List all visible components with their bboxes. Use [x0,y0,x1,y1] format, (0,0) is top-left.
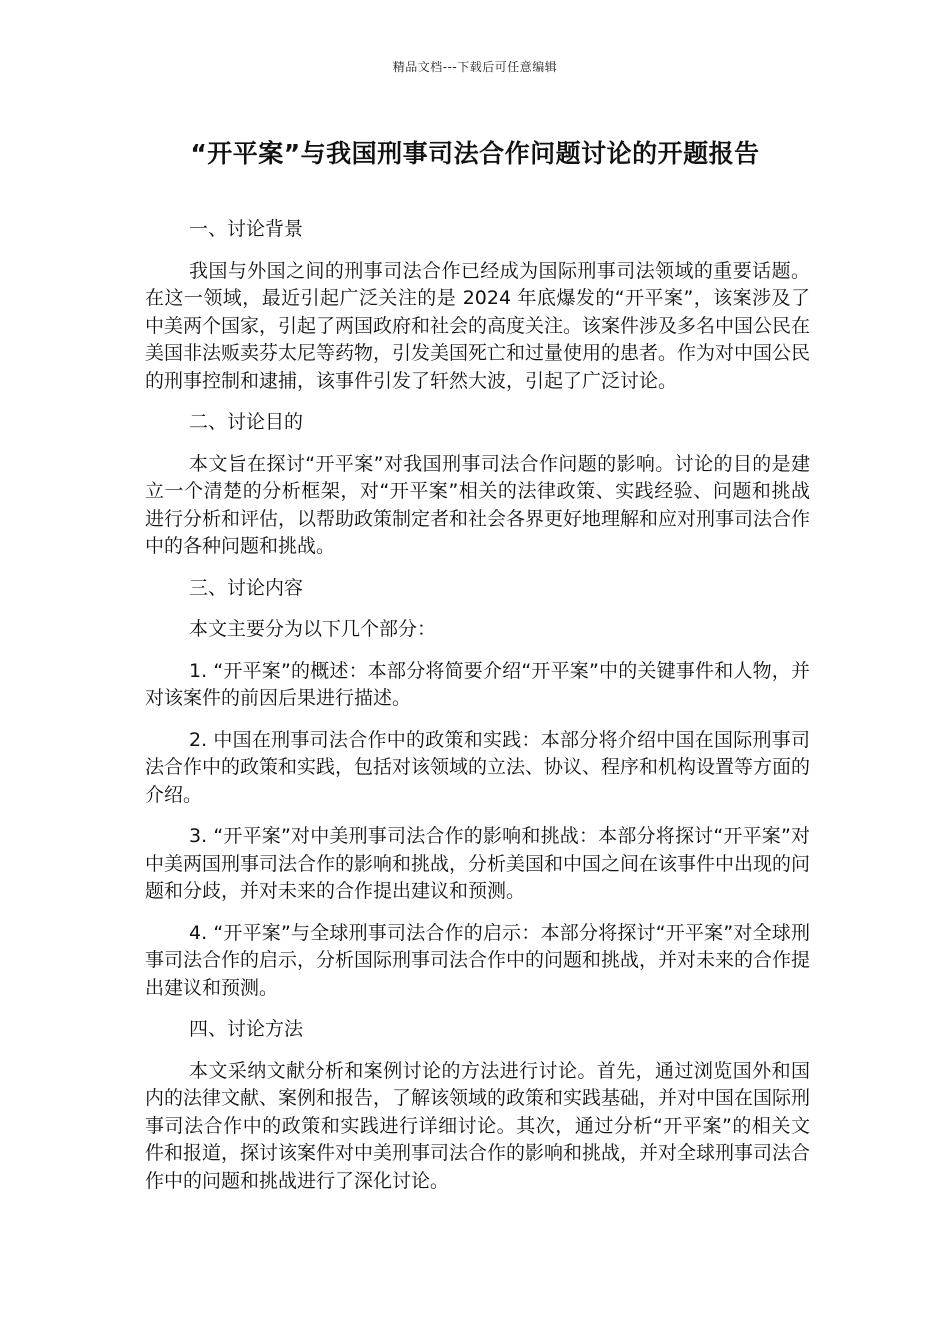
header-note: 精品文档---下载后可任意编辑 [392,60,558,74]
section-heading: 一、讨论背景 [189,218,304,240]
document-title: “开平案”与我国刑事司法合作问题讨论的开题报告 [190,139,760,168]
list-item: 2. 中国在刑事司法合作中的政策和实践：本部分将介绍中国在国际刑事司法合作中的政策和实践，包括对该领域的立法、协议、程序和机构设置等方面的介绍。 [145,728,811,806]
list-item: 1. “开平案”的概述：本部分将简要介绍“开平案”中的关键事件和人物，并对该案件的前因后果进行描述。 [145,659,810,709]
paragraph: 我国与外国之间的刑事司法合作已经成为国际刑事司法领域的重要话题。在这一领域，最近引起广泛关注的是 2024 年底爆发的“开平案”，该案涉及了中美两个国家，引起了两国政府和社会的高度关注。该案件涉及多名中国公民在美国非法贩卖芬太尼等药物，引发美国死亡和过量使用的患者。作为对中国公民的刑事控制和逮捕，该事件引发了轩然大波，引起了广泛讨论。 [145,259,811,392]
list-item: 3. “开平案”对中美刑事司法合作的影响和挑战：本部分将探讨“开平案”对中美两国刑事司法合作的影响和挑战，分析美国和中国之间在该事件中出现的问题和分歧，并对未来的合作提出建议和预测。 [145,825,811,902]
document-body [145,216,810,1209]
paragraph: 本文采纳文献分析和案例讨论的方法进行讨论。首先，通过浏览国外和国内的法律文献、案例和报告，了解该领域的政策和实践基础，并对中国在国际刑事司法合作中的政策和实践进行详细讨论。其次，通过分析“开平案”的相关文件和报道，探讨该案件对中美刑事司法合作的影响和挑战，并对全球刑事司法合作中的问题和挑战进行了深化讨论。 [145,1059,811,1192]
paragraph: 本文旨在探讨“开平案”对我国刑事司法合作问题的影响。讨论的目的是建立一个清楚的分析框架，对“开平案”相关的法律政策、实践经验、问题和挑战进行分析和评估，以帮助政策制定者和社会各界更好地理解和应对刑事司法合作中的各种问题和挑战。 [145,452,811,557]
section-heading: 二、讨论目的 [189,411,304,433]
section-heading: 三、讨论内容 [189,576,304,599]
section-heading: 四、讨论方法 [189,1018,304,1040]
paragraph: 本文主要分为以下几个部分： [189,618,437,640]
list-item: 4. “开平案”与全球刑事司法合作的启示：本部分将探讨“开平案”对全球刑事司法合作的启示，分析国际刑事司法合作中的问题和挑战，并对未来的合作提出建议和预测。 [145,921,811,999]
